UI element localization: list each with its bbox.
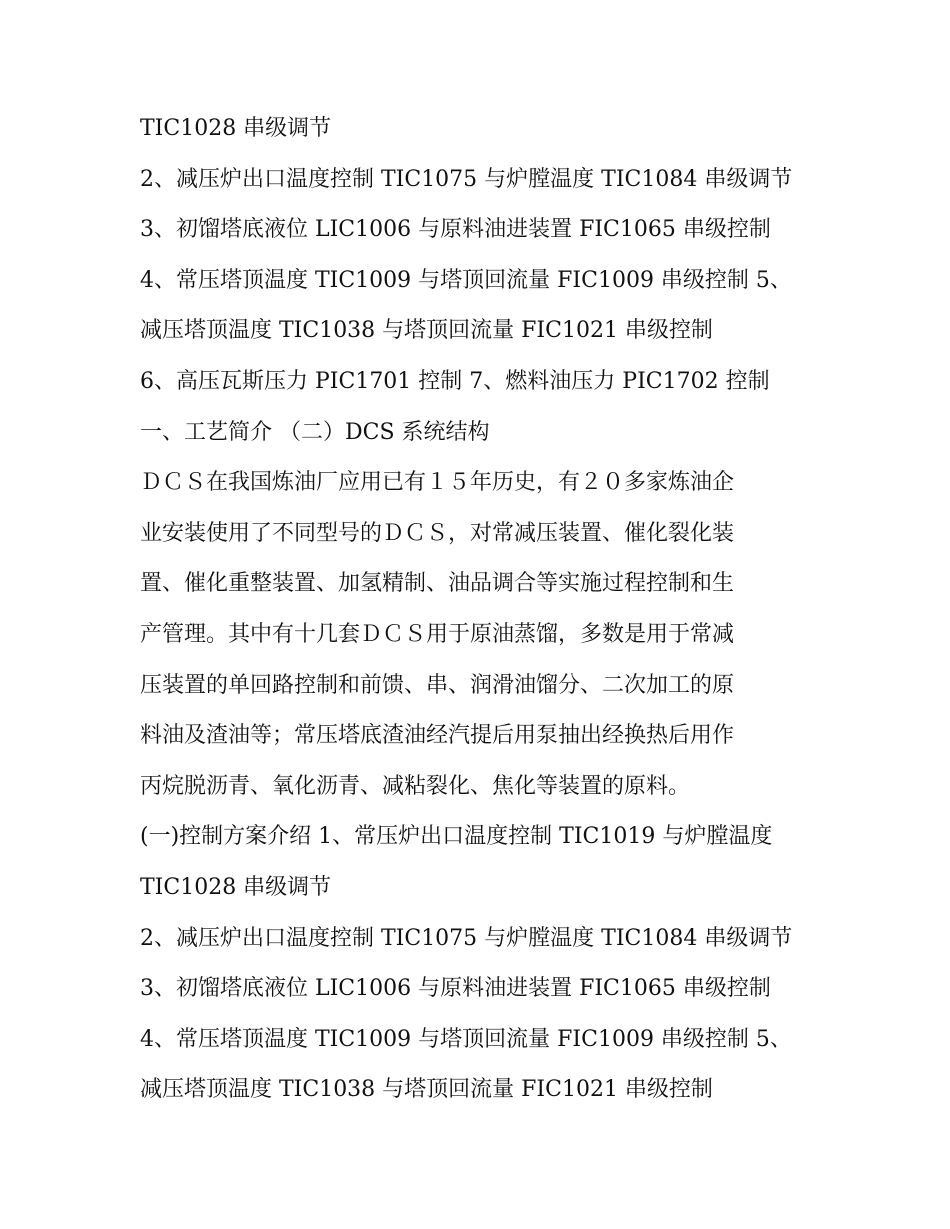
text-line: 产管理。其中有十几套ＤＣＳ用于原油蒸馏，多数是用于常减 xyxy=(140,621,735,647)
text-line: TIC1028 串级调节 xyxy=(140,116,332,141)
text-line: ＤＣＳ在我国炼油厂应用已有１５年历史，有２０多家炼油企 xyxy=(140,470,735,496)
document-body xyxy=(140,104,820,1116)
text-line: 丙烷脱沥青、氧化沥青、减粘裂化、焦化等装置的原料。 xyxy=(140,773,691,799)
text-line: 2、减压炉出口温度控制 TIC1075 与炉膛温度 TIC1084 串级调节 xyxy=(140,925,793,951)
text-line: 业安装使用了不同型号的ＤＣＳ，对常减压装置、催化裂化装 xyxy=(140,520,735,546)
text-line: 4、常压塔顶温度 TIC1009 与塔顶回流量 FIC1009 串级控制 5、 xyxy=(140,267,792,293)
text-line: 4、常压塔顶温度 TIC1009 与塔顶回流量 FIC1009 串级控制 5、 xyxy=(140,1026,792,1052)
text-line: 3、初馏塔底液位 LIC1006 与原料油进装置 FIC1065 串级控制 xyxy=(140,217,771,243)
text-line: (一)控制方案介绍 1、常压炉出口温度控制 TIC1019 与炉膛温度 xyxy=(140,824,773,850)
section-heading: 一、工艺简介 （二）DCS 系统结构 xyxy=(140,419,490,445)
text-line: 3、初馏塔底液位 LIC1006 与原料油进装置 FIC1065 串级控制 xyxy=(140,976,771,1002)
text-line: 置、催化重整装置、加氢精制、油品调合等实施过程控制和生 xyxy=(140,571,735,597)
text-line: 6、高压瓦斯压力 PIC1701 控制 7、燃料油压力 PIC1702 控制 xyxy=(140,368,770,394)
text-line: TIC1028 串级调节 xyxy=(140,874,332,900)
text-line: 2、减压炉出口温度控制 TIC1075 与炉膛温度 TIC1084 串级调节 xyxy=(140,166,793,192)
text-line: 减压塔顶温度 TIC1038 与塔顶回流量 FIC1021 串级控制 xyxy=(140,318,713,344)
text-line: 减压塔顶温度 TIC1038 与塔顶回流量 FIC1021 串级控制 xyxy=(140,1077,713,1103)
text-line: 压装置的单回路控制和前馈、串、润滑油馏分、二次加工的原 xyxy=(140,672,735,698)
text-line: 料油及渣油等；常压塔底渣油经汽提后用泵抽出经换热后用作 xyxy=(140,723,735,749)
